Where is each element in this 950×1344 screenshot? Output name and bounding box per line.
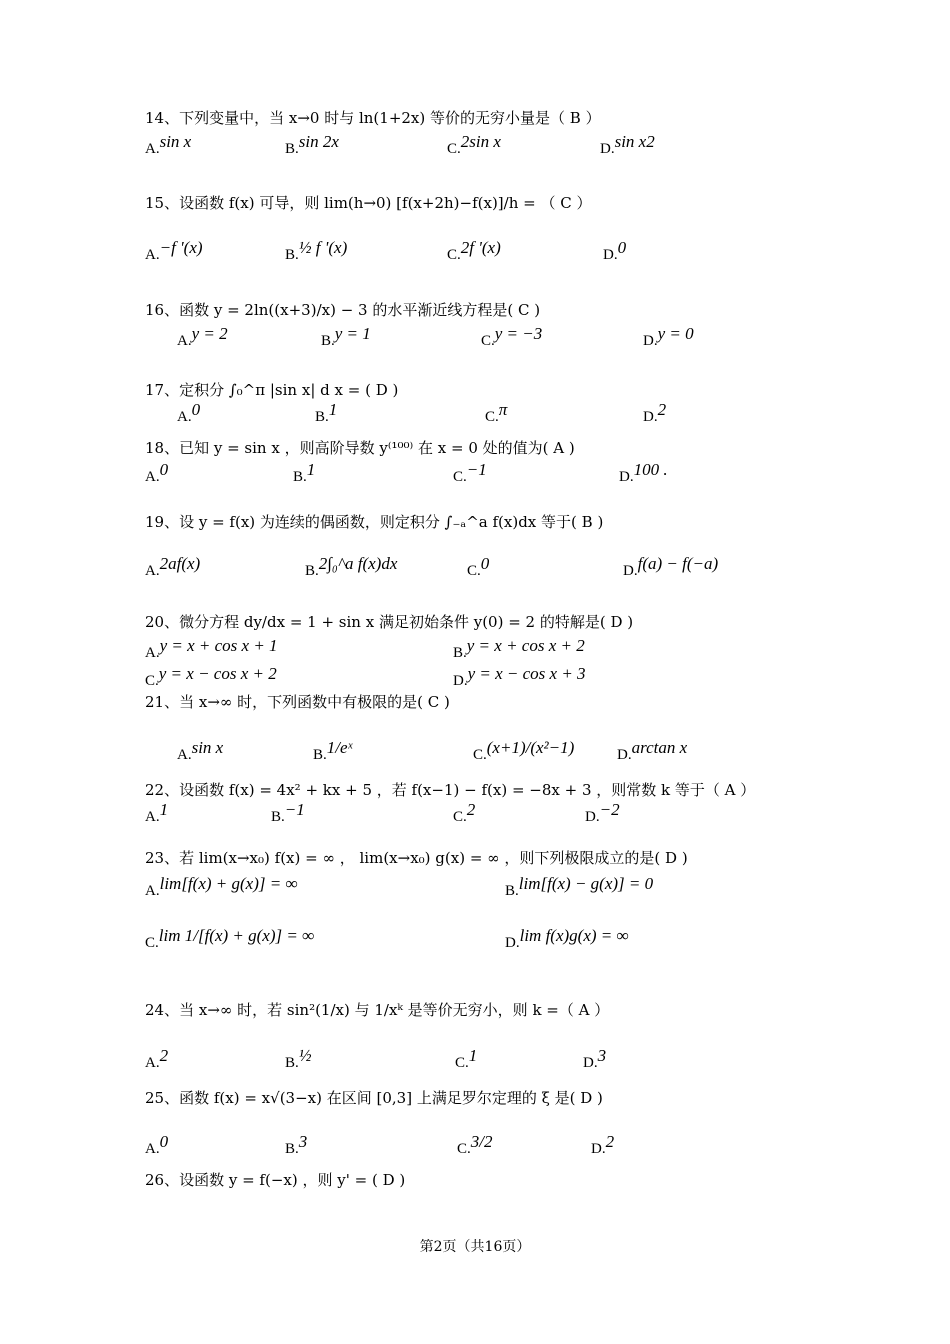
option-value: sin x <box>191 738 224 757</box>
question-q24: 24、当 x→∞ 时，若 sin²(1/x) 与 1/xᵏ 是等价无穷小，则 k =（ A ） <box>145 1001 610 1019</box>
option-value: y = 1 <box>334 324 371 343</box>
option-value: ½ <box>298 1046 312 1065</box>
option-label: B. <box>315 409 329 425</box>
option-label: A. <box>177 333 192 349</box>
question-q20: 20、微分方程 dy/dx = 1 + sin x 满足初始条件 y(0) = 2 的特解是( D ) <box>145 613 634 631</box>
option-q23b-0 <box>145 926 315 952</box>
option-q24-0 <box>145 1046 169 1072</box>
option-value: 2sin x <box>460 132 501 151</box>
option-label: C. <box>481 333 495 349</box>
option-value: sin x <box>159 132 192 151</box>
question-q26: 26、设函数 y = f(−x) ，则 y' = ( D ) <box>145 1171 406 1189</box>
options-row-q20 <box>145 636 845 666</box>
option-value: 3 <box>597 1046 607 1065</box>
options-row-q18 <box>145 460 845 490</box>
option-label: C. <box>457 1141 471 1157</box>
option-label: D. <box>585 809 600 825</box>
option-q17-3 <box>643 400 667 426</box>
option-q16-2 <box>481 324 543 350</box>
option-q16-0 <box>177 324 228 350</box>
option-label: A. <box>145 1141 160 1157</box>
option-label: A. <box>145 563 160 579</box>
option-q21-3 <box>617 738 688 764</box>
option-label: A. <box>145 645 160 661</box>
option-q21-0 <box>177 738 224 764</box>
option-value: 2 <box>466 800 476 819</box>
option-value: 2 <box>657 400 667 419</box>
option-q16-3 <box>643 324 694 350</box>
option-q18-1 <box>293 460 316 486</box>
option-q19-1 <box>305 554 398 580</box>
option-value: ½ f '(x) <box>298 238 348 257</box>
option-q21-1 <box>313 738 353 764</box>
option-q22-0 <box>145 800 169 826</box>
page-footer: 第2页（共16页） <box>419 1239 531 1255</box>
option-label: A. <box>177 409 192 425</box>
option-label: D. <box>623 563 638 579</box>
option-label: B. <box>453 645 467 661</box>
option-q24-1 <box>285 1046 312 1072</box>
question-q14: 14、下列变量中，当 x→0 时与 ln(1+2x) 等价的无穷小量是（ B ） <box>145 109 601 127</box>
option-q17-1 <box>315 400 338 426</box>
option-value: lim[f(x) + g(x)] = ∞ <box>159 874 298 893</box>
options-row-q14 <box>145 132 845 162</box>
option-q20-1 <box>453 636 585 662</box>
option-label: A. <box>145 469 160 485</box>
question-q23: 23、若 lim(x→x₀) f(x) = ∞ ， lim(x→x₀) g(x) = ∞ ，则下列极限成立的是( D ) <box>145 849 688 867</box>
options-row-q21 <box>145 738 845 768</box>
option-value: 1 <box>159 800 169 819</box>
option-value: 2∫₀^a f(x)dx <box>318 554 398 573</box>
option-label: C. <box>145 673 159 689</box>
option-q18-3 <box>619 460 668 486</box>
options-row-q23b <box>145 926 845 956</box>
option-q25-3 <box>591 1132 615 1158</box>
option-value: y = 2 <box>191 324 228 343</box>
option-value: sin 2x <box>298 132 339 151</box>
option-q15-0 <box>145 238 203 264</box>
option-q16-1 <box>321 324 371 350</box>
option-q14-3 <box>600 132 655 158</box>
option-label: B. <box>313 747 327 763</box>
option-q21-2 <box>473 738 575 764</box>
question-q19: 19、设 y = f(x) 为连续的偶函数，则定积分 ∫₋ₐ^a f(x)dx 等于( B ) <box>145 513 604 531</box>
option-label: B. <box>293 469 307 485</box>
options-row-q20b <box>145 664 845 694</box>
option-value: 2f '(x) <box>460 238 501 257</box>
option-label: C. <box>473 747 487 763</box>
option-value: sin x2 <box>614 132 655 151</box>
option-label: B. <box>285 247 299 263</box>
option-q25-2 <box>457 1132 493 1158</box>
option-value: 1 <box>306 460 316 479</box>
option-label: C. <box>485 409 499 425</box>
option-q15-1 <box>285 238 348 264</box>
option-label: C. <box>145 935 159 951</box>
option-label: A. <box>145 1055 160 1071</box>
option-value: lim[f(x) − g(x)] = 0 <box>518 874 654 893</box>
option-q24-3 <box>583 1046 607 1072</box>
option-value: lim 1/[f(x) + g(x)] = ∞ <box>158 926 315 945</box>
option-value: 0 <box>480 554 490 573</box>
option-q25-0 <box>145 1132 169 1158</box>
question-q16: 16、函数 y = 2ln((x+3)/x) − 3 的水平渐近线方程是( C ) <box>145 301 541 319</box>
option-value: (x+1)/(x²−1) <box>486 738 575 757</box>
option-q15-3 <box>603 238 627 264</box>
option-label: C. <box>453 469 467 485</box>
options-row-q24 <box>145 1046 845 1076</box>
option-q22-2 <box>453 800 476 826</box>
option-q19-3 <box>623 554 719 580</box>
option-value: π <box>498 400 508 419</box>
option-label: D. <box>591 1141 606 1157</box>
option-label: B. <box>305 563 319 579</box>
option-label: D. <box>619 469 634 485</box>
option-value: y = −3 <box>494 324 543 343</box>
option-value: 0 <box>159 460 169 479</box>
options-row-q23 <box>145 874 845 904</box>
option-q23b-1 <box>505 926 629 952</box>
option-label: A. <box>145 247 160 263</box>
option-value: f(a) − f(−a) <box>637 554 719 573</box>
option-value: 2 <box>605 1132 615 1151</box>
option-label: D. <box>643 409 658 425</box>
option-value: 1/eˣ <box>326 738 353 757</box>
option-q14-1 <box>285 132 339 158</box>
option-q14-2 <box>447 132 501 158</box>
option-q15-2 <box>447 238 501 264</box>
option-value: 2af(x) <box>159 554 201 573</box>
option-value: 1 <box>328 400 338 419</box>
option-label: C. <box>455 1055 469 1071</box>
option-label: A. <box>177 747 192 763</box>
question-q21: 21、当 x→∞ 时，下列函数中有极限的是( C ) <box>145 693 450 711</box>
option-value: lim f(x)g(x) = ∞ <box>519 926 629 945</box>
option-label: A. <box>145 883 160 899</box>
option-q18-0 <box>145 460 169 486</box>
option-label: B. <box>321 333 335 349</box>
option-value: y = x + cos x + 2 <box>466 636 585 655</box>
option-label: B. <box>285 141 299 157</box>
option-q19-0 <box>145 554 201 580</box>
option-q20b-1 <box>453 664 586 690</box>
option-q18-2 <box>453 460 487 486</box>
option-value: 100 . <box>633 460 668 479</box>
option-label: D. <box>453 673 468 689</box>
option-label: D. <box>643 333 658 349</box>
option-label: C. <box>453 809 467 825</box>
option-value: 1 <box>468 1046 478 1065</box>
options-row-q17 <box>145 400 845 430</box>
option-value: y = 0 <box>657 324 694 343</box>
option-label: C. <box>447 247 461 263</box>
option-value: −1 <box>284 800 305 819</box>
option-label: D. <box>603 247 618 263</box>
option-label: D. <box>617 747 632 763</box>
option-q19-2 <box>467 554 490 580</box>
question-q22: 22、设函数 f(x) = 4x² + kx + 5 ，若 f(x−1) − f(x) = −8x + 3 ，则常数 k 等于（ A ） <box>145 781 756 799</box>
option-label: B. <box>285 1055 299 1071</box>
option-q23-0 <box>145 874 298 900</box>
options-row-q19 <box>145 554 845 584</box>
option-q17-2 <box>485 400 508 426</box>
option-value: arctan x <box>631 738 688 757</box>
option-q17-0 <box>177 400 201 426</box>
option-value: y = x + cos x + 1 <box>159 636 278 655</box>
options-row-q25 <box>145 1132 845 1162</box>
option-q25-1 <box>285 1132 308 1158</box>
option-q14-0 <box>145 132 192 158</box>
question-q25: 25、函数 f(x) = x√(3−x) 在区间 [0,3] 上满足罗尔定理的 ξ 是( D ) <box>145 1089 603 1107</box>
option-q23-1 <box>505 874 654 900</box>
option-q22-3 <box>585 800 620 826</box>
options-row-q16 <box>145 324 845 354</box>
options-row-q15 <box>145 238 845 268</box>
option-value: −f '(x) <box>159 238 203 257</box>
option-q24-2 <box>455 1046 478 1072</box>
options-row-q22 <box>145 800 845 830</box>
option-label: B. <box>505 883 519 899</box>
option-label: A. <box>145 809 160 825</box>
option-q20b-0 <box>145 664 277 690</box>
option-value: y = x − cos x + 3 <box>467 664 586 683</box>
option-value: −2 <box>599 800 620 819</box>
option-q22-1 <box>271 800 305 826</box>
option-value: 0 <box>191 400 201 419</box>
option-value: −1 <box>466 460 487 479</box>
option-value: 0 <box>159 1132 169 1151</box>
option-label: D. <box>505 935 520 951</box>
option-label: A. <box>145 141 160 157</box>
option-label: C. <box>447 141 461 157</box>
option-value: 2 <box>159 1046 169 1065</box>
option-label: B. <box>271 809 285 825</box>
question-q17: 17、定积分 ∫₀^π |sin x| d x = ( D ) <box>145 381 399 399</box>
option-label: D. <box>583 1055 598 1071</box>
option-value: 3 <box>298 1132 308 1151</box>
option-label: B. <box>285 1141 299 1157</box>
option-q20-0 <box>145 636 278 662</box>
option-value: 0 <box>617 238 627 257</box>
option-value: y = x − cos x + 2 <box>158 664 277 683</box>
question-q15: 15、设函数 f(x) 可导，则 lim(h→0) [f(x+2h)−f(x)]/h = （ C ） <box>145 194 592 212</box>
option-value: 3/2 <box>470 1132 493 1151</box>
option-label: D. <box>600 141 615 157</box>
option-label: C. <box>467 563 481 579</box>
question-q18: 18、已知 y = sin x ，则高阶导数 y⁽¹⁰⁰⁾ 在 x = 0 处的值为( A ) <box>145 439 575 457</box>
